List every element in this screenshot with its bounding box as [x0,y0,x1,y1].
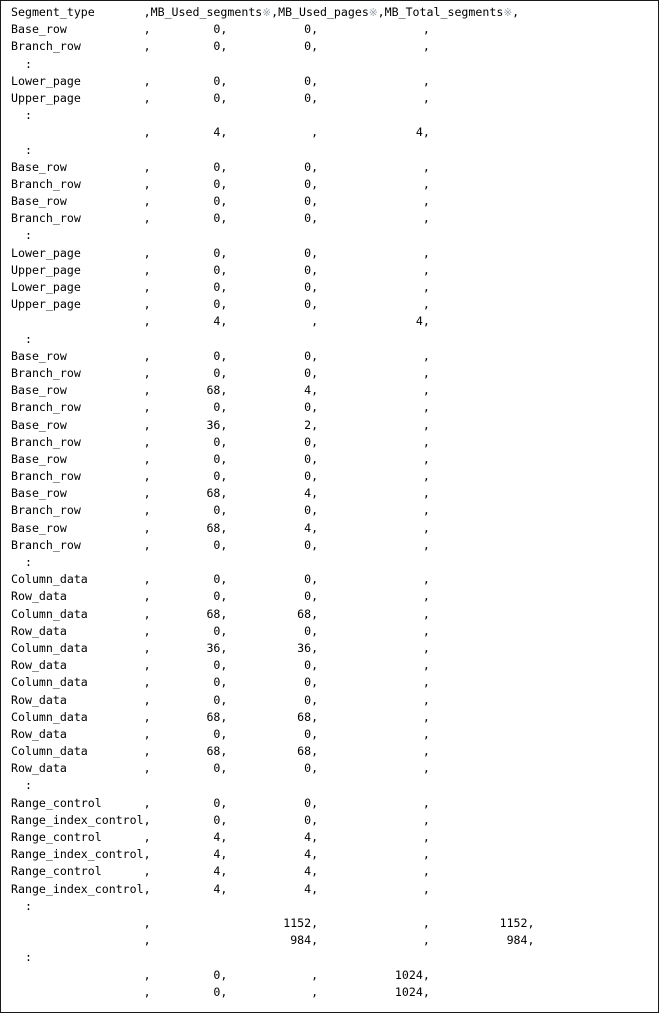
table-row [11,640,658,657]
continuation-symbol: : [11,331,32,346]
row-text: Base_row , 0, 0, , [11,194,430,209]
row-text: Base_row , 0, 0, , [11,159,430,174]
table-row [11,881,658,898]
row-text: Column_data , 68, 68, , [11,606,430,621]
table-row [11,984,658,1001]
continuation-symbol: : [11,142,32,157]
table-row [11,915,658,932]
row-text: Row_data , 0, 0, , [11,589,430,604]
row-text: , 1152, , 1152, [11,915,535,930]
row-text: , 984, , 984, [11,933,535,948]
row-text: , 0, , 1024, [11,984,430,999]
table-row [11,674,658,691]
table-row [11,279,658,296]
table-row [11,382,658,399]
table-row [11,760,658,777]
table-row [11,159,658,176]
continuation-row [11,331,658,348]
table-row [11,967,658,984]
table-row [11,863,658,880]
table-row [11,692,658,709]
segment-usage-report-table [1,1,658,1001]
table-row [11,193,658,210]
column-header-0: MB_Used_segments [150,5,263,19]
table-row [11,90,658,107]
row-text: , 4, , 4, [11,314,430,329]
table-row [11,606,658,623]
table-row [11,502,658,519]
table-row [11,709,658,726]
table-row [11,262,658,279]
table-row [11,932,658,949]
table-row [11,657,658,674]
row-text: Base_row , 0, 0, , [11,348,430,363]
table-row [11,38,658,55]
continuation-symbol: : [11,778,32,793]
row-text: Base_row , 68, 4, , [11,383,430,398]
table-row [11,296,658,313]
row-text: Column_data , 68, 68, , [11,744,430,759]
continuation-row [11,554,658,571]
row-text: Branch_row , 0, 0, , [11,503,430,518]
column-header-segment-type: Segment_type , [11,5,151,19]
table-row [11,21,658,38]
table-row [11,571,658,588]
table-row [11,846,658,863]
row-text: Row_data , 0, 0, , [11,761,430,776]
table-row [11,245,658,262]
continuation-row [11,142,658,159]
row-text: Branch_row , 0, 0, , [11,469,430,484]
column-header-2: MB_Total_segments [384,5,504,19]
table-row [11,726,658,743]
row-text: Branch_row , 0, 0, , [11,39,430,54]
row-text: Range_control , 0, 0, , [11,795,430,810]
table-row [11,313,658,330]
row-text: Branch_row , 0, 0, , [11,537,430,552]
row-text: Column_data , 0, 0, , [11,572,430,587]
row-text: Base_row , 68, 4, , [11,486,430,501]
row-text: Branch_row , 0, 0, , [11,434,430,449]
table-row [11,176,658,193]
continuation-row [11,777,658,794]
continuation-row [11,949,658,966]
continuation-row [11,107,658,124]
row-text: Range_control , 4, 4, , [11,864,430,879]
row-text: Branch_row , 0, 0, , [11,365,430,380]
table-row [11,399,658,416]
row-text: Range_control , 4, 4, , [11,830,430,844]
row-text: Branch_row , 0, 0, , [11,176,430,191]
row-text: Column_data , 68, 68, , [11,709,430,724]
table-row [11,124,658,141]
continuation-row [11,56,658,73]
continuation-symbol: : [11,555,32,569]
row-text: Lower_page , 0, 0, , [11,280,430,294]
reference-mark-icon: ※ [368,7,378,19]
row-text: Range_index_control, 4, 4, , [11,881,430,896]
continuation-symbol: : [11,56,32,71]
table-row [11,451,658,468]
table-row [11,73,658,90]
row-text: , 4, , 4, [11,125,430,140]
row-text: Base_row , 68, 4, , [11,520,430,535]
table-row [11,365,658,382]
continuation-symbol: : [11,950,32,965]
row-text: Upper_page , 0, 0, , [11,262,430,277]
table-row [11,348,658,365]
row-text: Base_row , 0, 0, , [11,22,430,37]
row-text: Row_data , 0, 0, , [11,692,430,707]
table-row [11,417,658,434]
reference-mark-icon: ※ [262,7,272,19]
table-row [11,588,658,605]
table-row [11,829,658,846]
continuation-row [11,898,658,915]
reference-mark-icon: ※ [503,7,513,19]
row-text: Branch_row , 0, 0, , [11,400,430,415]
continuation-symbol: : [11,898,32,913]
row-text: Upper_page , 0, 0, , [11,297,430,312]
table-row [11,623,658,640]
row-text: Upper_page , 0, 0, , [11,90,430,105]
table-row [11,520,658,537]
table-row [11,468,658,485]
row-text: Row_data , 0, 0, , [11,726,430,741]
continuation-row [11,227,658,244]
continuation-symbol: : [11,108,32,123]
table-row [11,743,658,760]
table-row [11,210,658,227]
row-text: Column_data , 0, 0, , [11,675,430,690]
row-text: Base_row , 0, 0, , [11,451,430,466]
table-row [11,434,658,451]
table-row [11,485,658,502]
row-text: Column_data , 36, 36, , [11,640,430,655]
row-text: Lower_page , 0, 0, , [11,245,430,260]
row-text: Range_index_control, 4, 4, , [11,847,430,862]
column-header-1: MB_Used_pages [278,5,369,19]
table-row [11,537,658,554]
row-text: Range_index_control, 0, 0, , [11,812,430,827]
row-text: Branch_row , 0, 0, , [11,211,430,226]
row-text: Lower_page , 0, 0, , [11,73,430,88]
table-row [11,795,658,812]
table-header-row: Segment_type ,MB_Used_segments※,MB_Used_pages※,MB_Total_segments※, [11,5,520,19]
row-text: Row_data , 0, 0, , [11,658,430,673]
row-text: Base_row , 36, 2, , [11,417,430,432]
row-text: Row_data , 0, 0, , [11,623,430,638]
continuation-symbol: : [11,228,32,243]
table-row [11,812,658,829]
row-text: , 0, , 1024, [11,967,430,982]
